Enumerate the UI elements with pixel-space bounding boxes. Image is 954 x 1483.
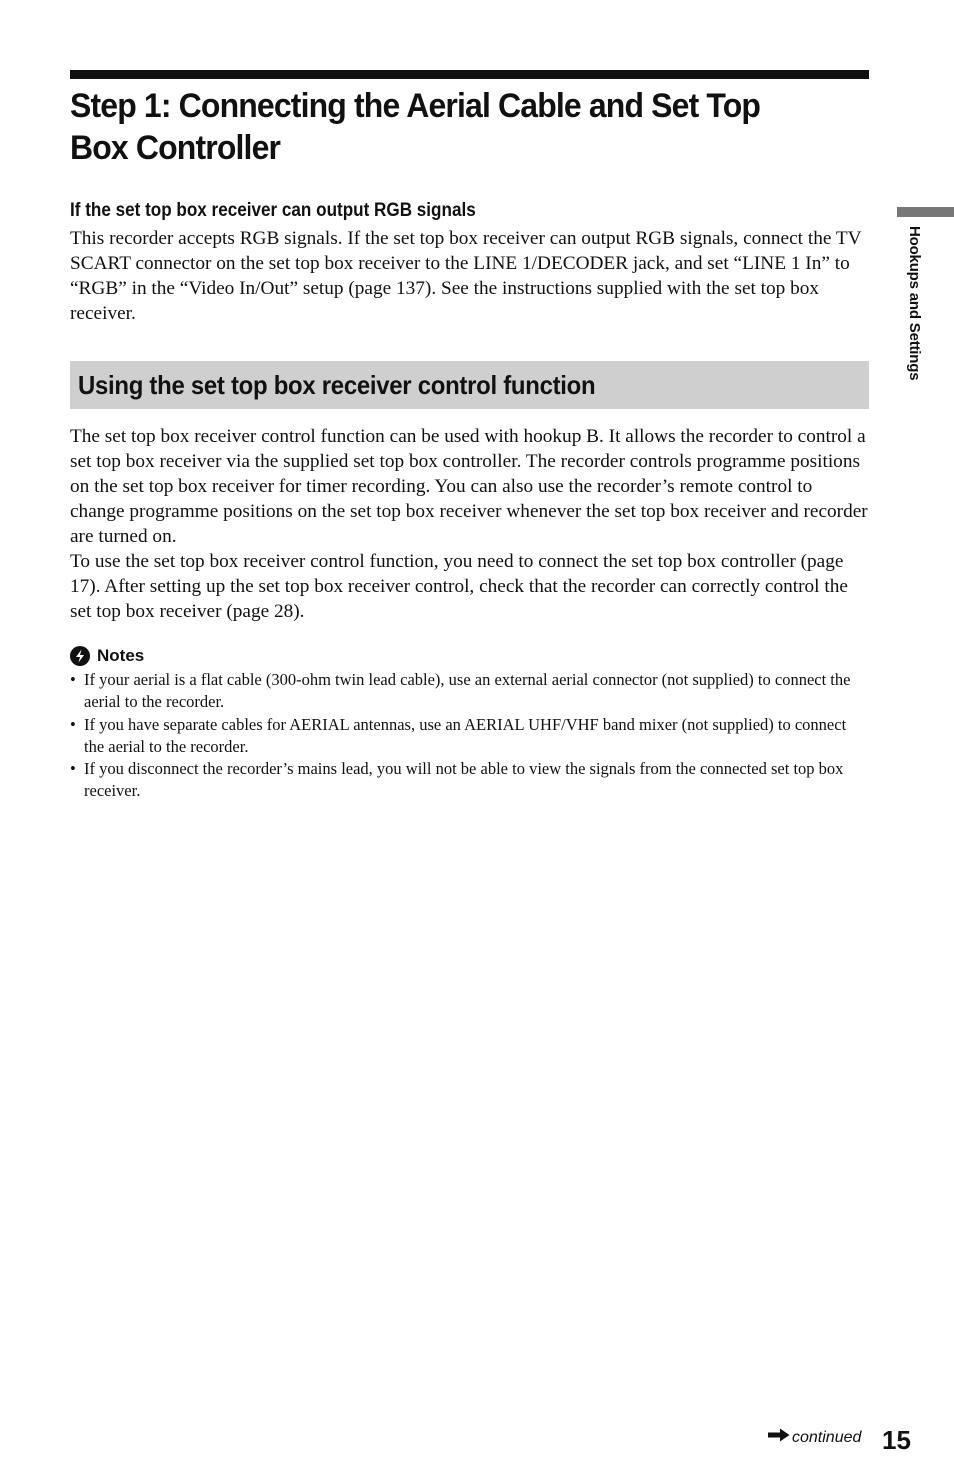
note-item: • If you have separate cables for AERIAL antennas, use an AERIAL UHF/VHF band mixer (not supplied) to connect the aerial to the recorder. — [70, 714, 870, 759]
rgb-paragraph: This recorder accepts RGB signals. If the set top box receiver can output RGB signals, connect the TV SCART connector on the set top box receiver to the LINE 1/DECODER jack, and set “LINE 1 In” to “RGB” in the “Video In/Out” setup (page 137). See the instructions supplied with the set top box receiver. — [70, 228, 862, 324]
side-tab-label: Hookups and Settings — [906, 226, 923, 381]
control-paragraph-2: To use the set top box receiver control function, you need to connect the set top box controller (page 17). After setting up the set top box receiver control, check that the recorder can correctly control the set top box receiver (page 28). — [70, 551, 848, 622]
control-paragraph-1: The set top box receiver control function can be used with hookup B. It allows the recorder to control a set top box receiver via the supplied set top box controller. The recorder controls programme positions on the set top box receiver for timer recording. You can also use the recorder’s remote control to change programme positions on the set top box receiver whenever the set top box receiver and recorder are turned on. — [70, 426, 868, 547]
notes-label: Notes — [97, 646, 145, 665]
notes-header — [70, 645, 144, 667]
notes-caution-icon — [70, 646, 90, 666]
side-tab-bar — [897, 207, 954, 217]
note-item: • If you disconnect the recorder’s mains lead, you will not be able to view the signals from the connected set top box receiver. — [70, 758, 870, 803]
section-heading: Using the set top box receiver control function — [78, 370, 596, 400]
continued-indicator — [768, 1427, 861, 1449]
page-title: Step 1: Connecting the Aerial Cable and Set Top Box Controller — [70, 87, 761, 167]
page-number: 15 — [882, 1425, 911, 1455]
title-rule — [70, 70, 869, 79]
notes-list — [70, 669, 870, 803]
continued-label: continued — [792, 1429, 862, 1446]
arrow-right-icon — [768, 1427, 790, 1449]
note-item: • If your aerial is a flat cable (300-ohm twin lead cable), use an external aerial connector (not supplied) to connect the aerial to the recorder. — [70, 669, 870, 714]
rgb-subheading: If the set top box receiver can output RGB signals — [70, 200, 476, 221]
